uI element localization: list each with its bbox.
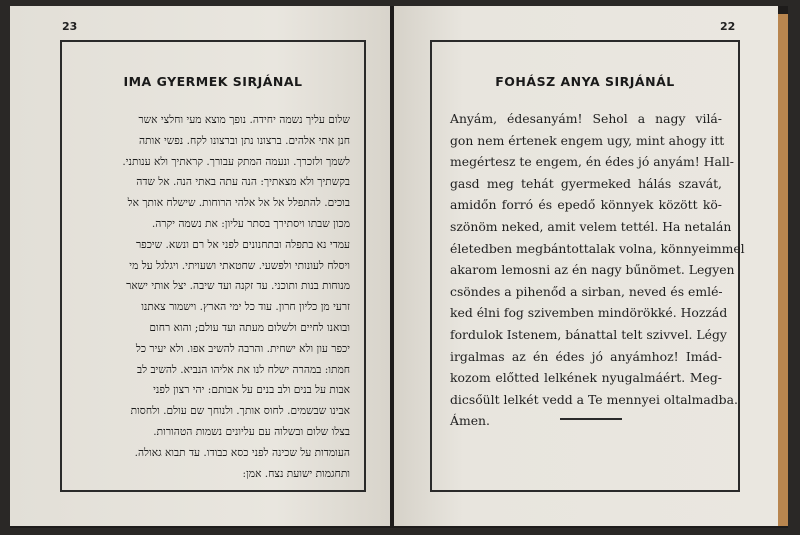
text-line: szönöm neked, amit velem tettél. Ha netalán xyxy=(450,218,732,234)
hebrew-prayer-text xyxy=(76,110,350,484)
text-line: megértesz te engem, én édes jó anyám! Hall- xyxy=(450,154,734,170)
text-line: ויסלח לעונותי ולפשעי. שחטאתי ושעויתי. ויגלגל על מי xyxy=(129,259,350,272)
text-line: életedben megbántottalak volna, könnyeimmel xyxy=(450,240,745,256)
right-page-title: FOHÁSZ ANYA SIRJÁNÁL xyxy=(495,74,675,89)
book-edge xyxy=(778,14,788,526)
text-line: מנוחות בנות ותוכני. עד זקנה ועד שיבה. יצל אותי ישאר xyxy=(126,280,350,293)
text-line: העומדות על שכינה לפני כסא כבודו. עד תבוא גאולה. xyxy=(134,446,350,459)
text-line: אבינו שבשמים. לחוס אותך. ולנוחך שם עולם. ולחסות xyxy=(130,405,350,418)
text-line: akarom lemosni az én nagy bűnömet. Legyen xyxy=(450,262,735,278)
left-page xyxy=(10,6,390,526)
right-page-frame xyxy=(430,40,745,492)
text-line: gon nem értenek engem ugy, mint ahogy itt xyxy=(450,132,725,148)
text-line: kozom előtted lelkének nyugalmáért. Meg- xyxy=(450,370,722,386)
open-book xyxy=(10,6,788,528)
text-line: לשמך ולזכרך. ונעמה המתק עבורך. קראתיך ולא ענותני. xyxy=(122,155,350,168)
text-line: מכון שבתו ויסתירך בסתר עליון: את נשמה יקרה. xyxy=(151,217,350,230)
text-line: Ámen. xyxy=(450,413,490,429)
text-line: חמתו: במהרה ישלח לנו את אליהו הנביא. להשיב לב xyxy=(137,363,350,376)
left-page-title: IMA GYERMEK SIRJÁNAL xyxy=(123,74,303,89)
right-page-number: 22 xyxy=(720,20,736,33)
text-line: irgalmas az én édes jó anyámhoz! Imád- xyxy=(450,348,722,364)
text-line: שלום עליך נשמה יחידה. נופך מוצא מעי וחלצי אשר xyxy=(138,114,350,126)
text-line: fordulok Istenem, bánattal telt szivvel. Légy xyxy=(450,326,727,342)
text-line: יכפר עון ולא ישחית. והרבה להשיב אפו. ולא יעיר כל xyxy=(135,342,350,355)
hungarian-prayer-text xyxy=(450,108,745,432)
left-page-number: 23 xyxy=(62,20,78,33)
text-line: ked élni fog szivemben mindörökké. Hozzád xyxy=(450,305,728,321)
text-line: csöndes a pihenőd a sirban, neved és emlé- xyxy=(450,283,723,299)
text-line: ובואנו לחיים ולשלום מעתה ועד עולם; והוא רחום xyxy=(149,321,350,334)
text-line: עמדי נא בתפלה ובתחנונים לפני אל רם ונשא. שיכפר xyxy=(135,238,350,251)
right-page xyxy=(394,6,778,526)
text-line: זרעי מן כליון חרון. עוד כל ימי הארץ. וישמור צאתנו xyxy=(141,301,350,314)
text-line: בצלו שלום ובשלוה עם עליונים נשמות הטהורות. xyxy=(153,425,350,438)
text-line: dicsőült lelkét vedd a Te mennyei oltalmadba. xyxy=(450,391,738,407)
text-line: amidőn forró és epedő könnyek között kö- xyxy=(450,197,722,213)
text-line: ותחגמות ישועת נצח. אמן: xyxy=(242,467,350,480)
text-line: Anyám, édesanyám! Sehol a nagy vilá- xyxy=(450,111,722,126)
text-line: חנן אתי אלהים. ברצונו נתן וברצונו לקח. נפשי אותה xyxy=(138,134,350,147)
left-page-frame xyxy=(60,40,366,492)
text-line: בקשתיך ולא מצאתיך: הנה עתה באתי הנה. אל שדה xyxy=(136,176,350,189)
text-line: gasd meg tehát gyermeked hálás szavát, xyxy=(450,175,722,191)
closing-divider xyxy=(560,418,622,420)
text-line: בוכים. להתפלל אל אל אלהי הרוחות. שישלח אותך אל xyxy=(127,197,350,210)
text-line: אבות על בנים ולב בנים על אבותם: יהי רצון לפני xyxy=(153,384,350,397)
